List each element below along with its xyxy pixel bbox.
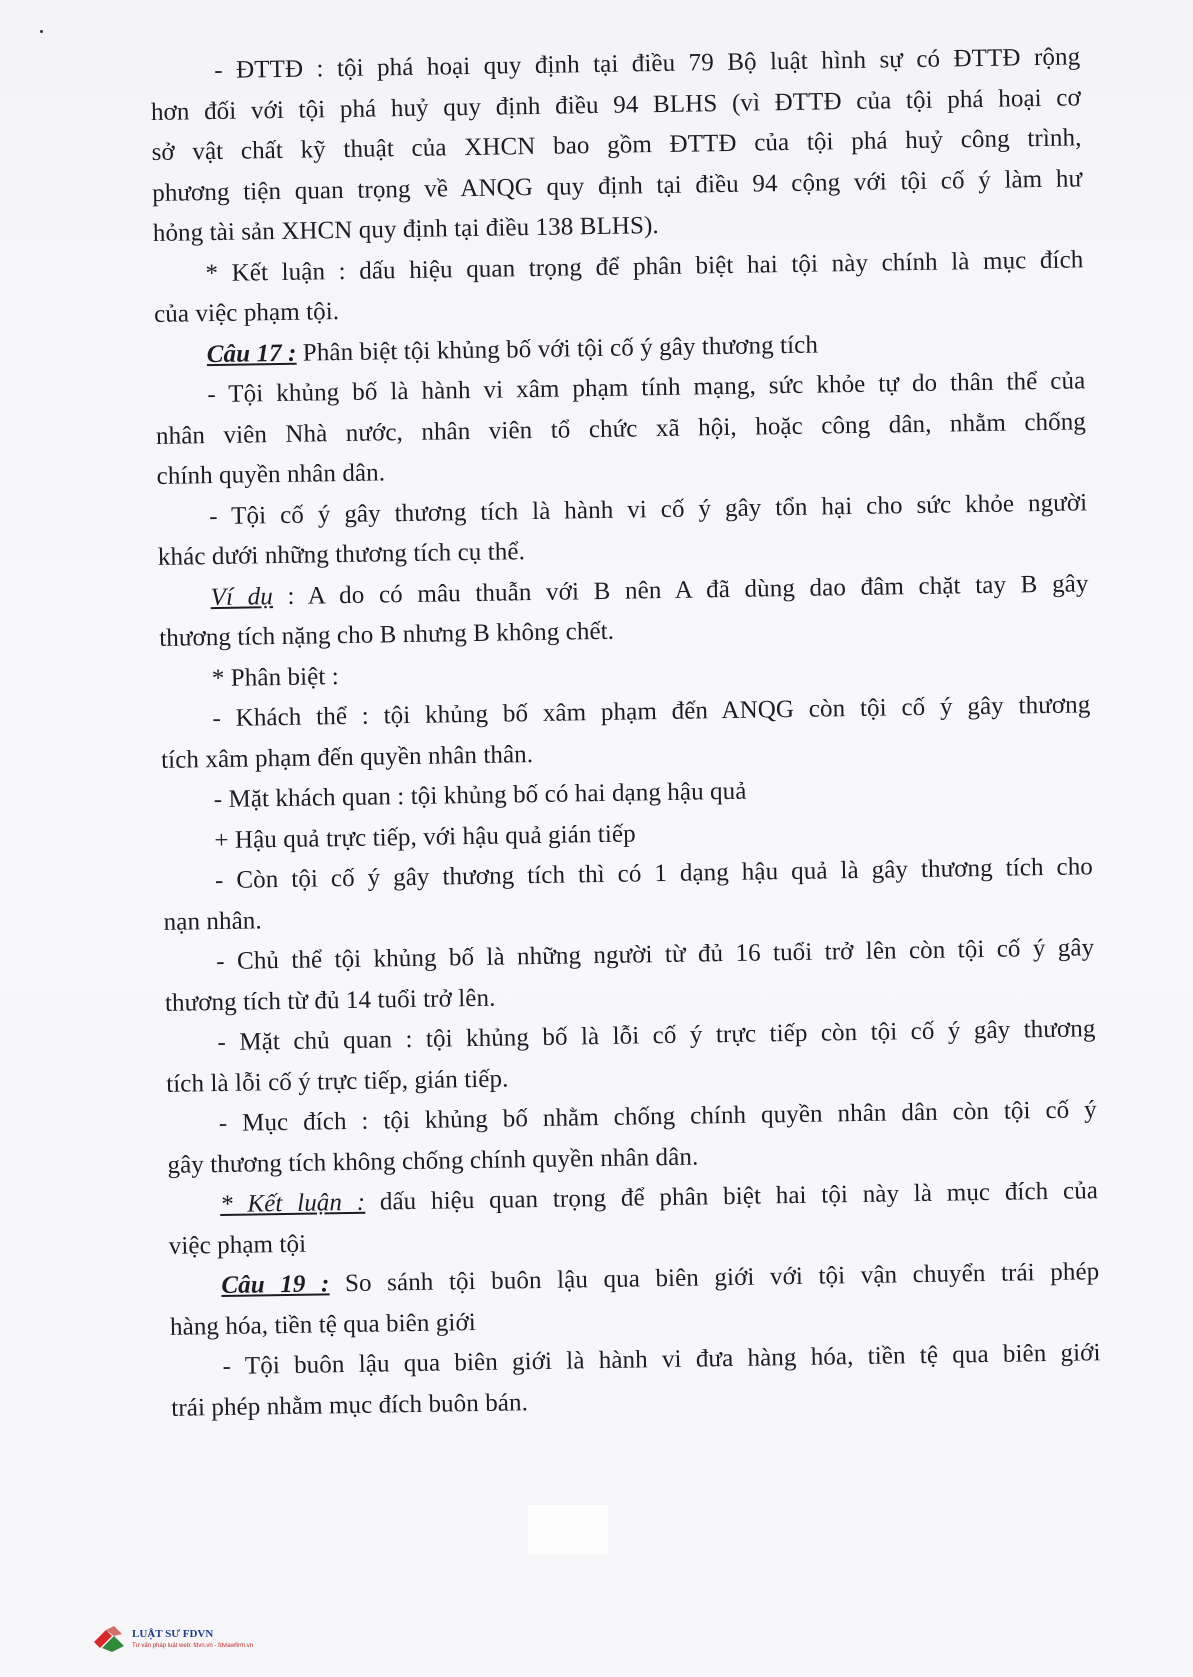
line-text: của việc phạm tội.: [153, 298, 340, 328]
line-text: tích là lỗi cố ý trực tiếp, gián tiếp.: [165, 1064, 509, 1098]
line-text: So sánh tội buôn lậu qua biên giới với tội vận chuyển trái phép: [329, 1258, 1100, 1298]
line-text: sở vật chất kỹ thuật của XHCN bao gồm ĐTTĐ của tội phá huỷ công trình,: [151, 124, 1082, 166]
line-text: gây thương tích không chống chính quyền nhân dân.: [167, 1143, 699, 1179]
line-text: khác dưới những thương tích cụ thể.: [157, 538, 526, 571]
line-text: - Khách thể : tội khủng bố xâm phạm đến ANQG còn tội cố ý gây thương: [212, 691, 1091, 733]
section-label: Câu 17 :: [206, 339, 297, 368]
line-text: - Mục đích : tội khủng bố nhằm chống chính quyền nhân dân còn tội cố ý: [218, 1096, 1097, 1138]
line-text: phương tiện quan trọng về ANQG quy định tại điều 94 cộng với tội cố ý làm hư: [152, 164, 1083, 207]
line-text: - Tội cố ý gây thương tích là hành vi cố ý gây tổn hại cho sức khỏe người: [209, 488, 1088, 530]
line-text: : A do có mâu thuẫn với B nên A đã dùng dao đâm chặt tay B gây: [272, 569, 1089, 610]
line-text: tích xâm phạm đến quyền nhân thân.: [160, 740, 534, 774]
line-text: hàng hóa, tiền tệ qua biên giới: [169, 1308, 477, 1341]
section-label: * Kết luận :: [219, 1188, 366, 1219]
line-text: - Tội khủng bố là hành vi xâm phạm tính mạng, sức khỏe tự do thân thể của: [207, 367, 1086, 409]
line-text: * Phân biệt :: [211, 662, 340, 692]
line-text: * Kết luận : dấu hiệu quan trọng để phân biệt hai tội này chính là mục đích: [205, 245, 1084, 287]
scan-speck: [40, 30, 43, 33]
line-text: dấu hiệu quan trọng để phân biệt hai tội này là mục đích của: [364, 1177, 1099, 1216]
line-text: - Tội buôn lậu qua biên giới là hành vi đưa hàng hóa, tiền tệ qua biên giới: [222, 1339, 1101, 1381]
line-text: thương tích nặng cho B nhưng B không chết.: [159, 617, 615, 652]
line-text: trái phép nhằm mục đích buôn bán.: [171, 1388, 529, 1422]
line-text: nhân viên Nhà nước, nhân viên tổ chức xã hội, hoặc công dân, nhằm chống: [155, 407, 1087, 450]
section-label: Ví dụ: [210, 582, 274, 611]
line-text: nạn nhân.: [163, 906, 262, 936]
line-text: - Mặt chủ quan : tội khủng bố là lỗi cố ý trực tiếp còn tội cố ý gây thương: [217, 1015, 1096, 1057]
line-text: hơn đối với tội phá huỷ quy định điều 94 BLHS (vì ĐTTĐ của tội phá hoại cơ: [150, 83, 1082, 126]
line-text: - Mặt khách quan : tội khủng bố có hai dạng hậu quả: [213, 777, 747, 814]
line-text: - Chủ thể tội khủng bố là những người từ đủ 16 tuổi trở lên còn tội cố ý gây: [216, 934, 1095, 976]
footer-logo: [92, 1624, 253, 1654]
line-text: + Hậu quả trực tiếp, với hậu quả gián tiếp: [214, 819, 636, 854]
line-text: hỏng tài sản XHCN quy định tại điều 138 BLHS).: [152, 212, 659, 247]
line-text: việc phạm tội: [168, 1230, 307, 1260]
section-label: Câu 19 :: [221, 1270, 330, 1300]
line-text: - ĐTTĐ : tội phá hoại quy định tại điều 79 Bộ luật hình sự có ĐTTĐ rộng: [214, 43, 1081, 84]
fdvn-logo-icon: [92, 1624, 126, 1654]
logo-name: LUẬT SƯ FDVN: [132, 1628, 214, 1640]
document-body: [150, 37, 1102, 1428]
line-text: chính quyền nhân dân.: [156, 459, 386, 490]
line-text: thương tích từ đủ 14 tuổi trở lên.: [164, 984, 496, 1017]
line-text: Phân biệt tội khủng bố với tội cố ý gây thương tích: [296, 331, 819, 367]
line-text: - Còn tội cố ý gây thương tích thì có 1 dạng hậu quả là gây thương tích cho: [214, 853, 1094, 895]
scan-blank-patch: [528, 1505, 608, 1555]
logo-subtitle: Tư vấn pháp luật web: fdvn.vn - fdvlawfirm.vn: [132, 1643, 254, 1649]
